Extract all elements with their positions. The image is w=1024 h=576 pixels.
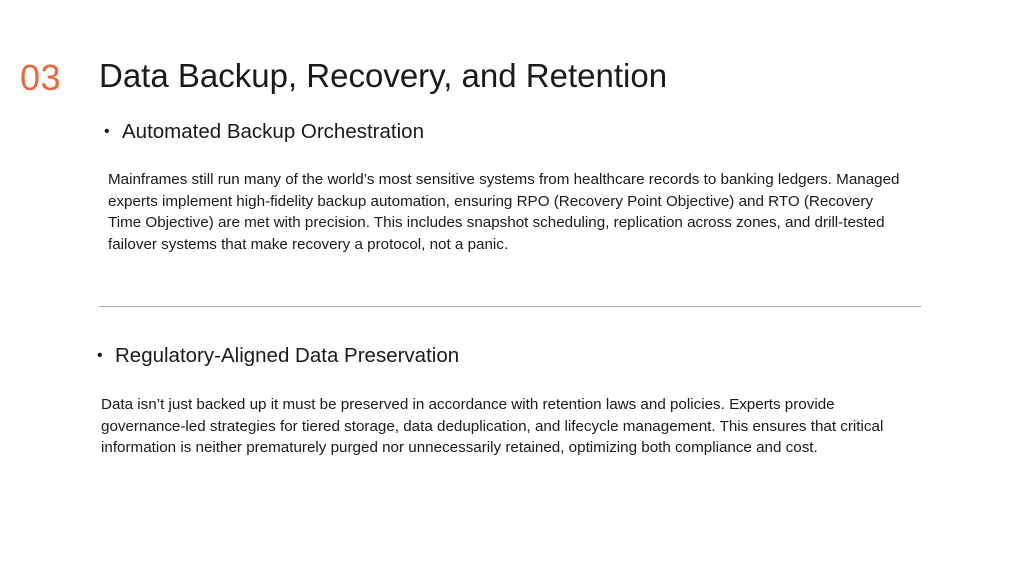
section-heading-text: Automated Backup Orchestration	[122, 120, 424, 143]
slide-title: Data Backup, Recovery, and Retention	[99, 57, 668, 94]
section-body: Data isn’t just backed up it must be preserved in accordance with retention laws and policies. Experts provide governance-led strategies for tiered storage, data deduplication, and lifecycle management. This ensures that critical information is neither prematurely purged nor unnecessarily retained, optimizing both compliance and cost.	[101, 396, 884, 456]
section-divider	[99, 306, 921, 307]
section-data-preservation	[97, 343, 927, 456]
bullet-icon: •	[104, 123, 110, 140]
section-heading-text: Regulatory-Aligned Data Preservation	[115, 344, 460, 367]
section-backup-orchestration	[104, 119, 924, 253]
section-heading	[97, 343, 927, 369]
section-heading	[104, 119, 924, 145]
slide-number: 03	[20, 57, 62, 98]
bullet-icon: •	[97, 347, 103, 364]
section-body: Mainframes still run many of the world’s most sensitive systems from healthcare records to banking ledgers. Managed experts implement high-fidelity backup automation, ensuring RPO (Recovery Point Objective) and RTO (Recovery Time Objective) are met with precision. This includes snapshot scheduling, replication across zones, and drill-tested failover systems that make recovery a protocol, not a panic.	[108, 171, 900, 253]
